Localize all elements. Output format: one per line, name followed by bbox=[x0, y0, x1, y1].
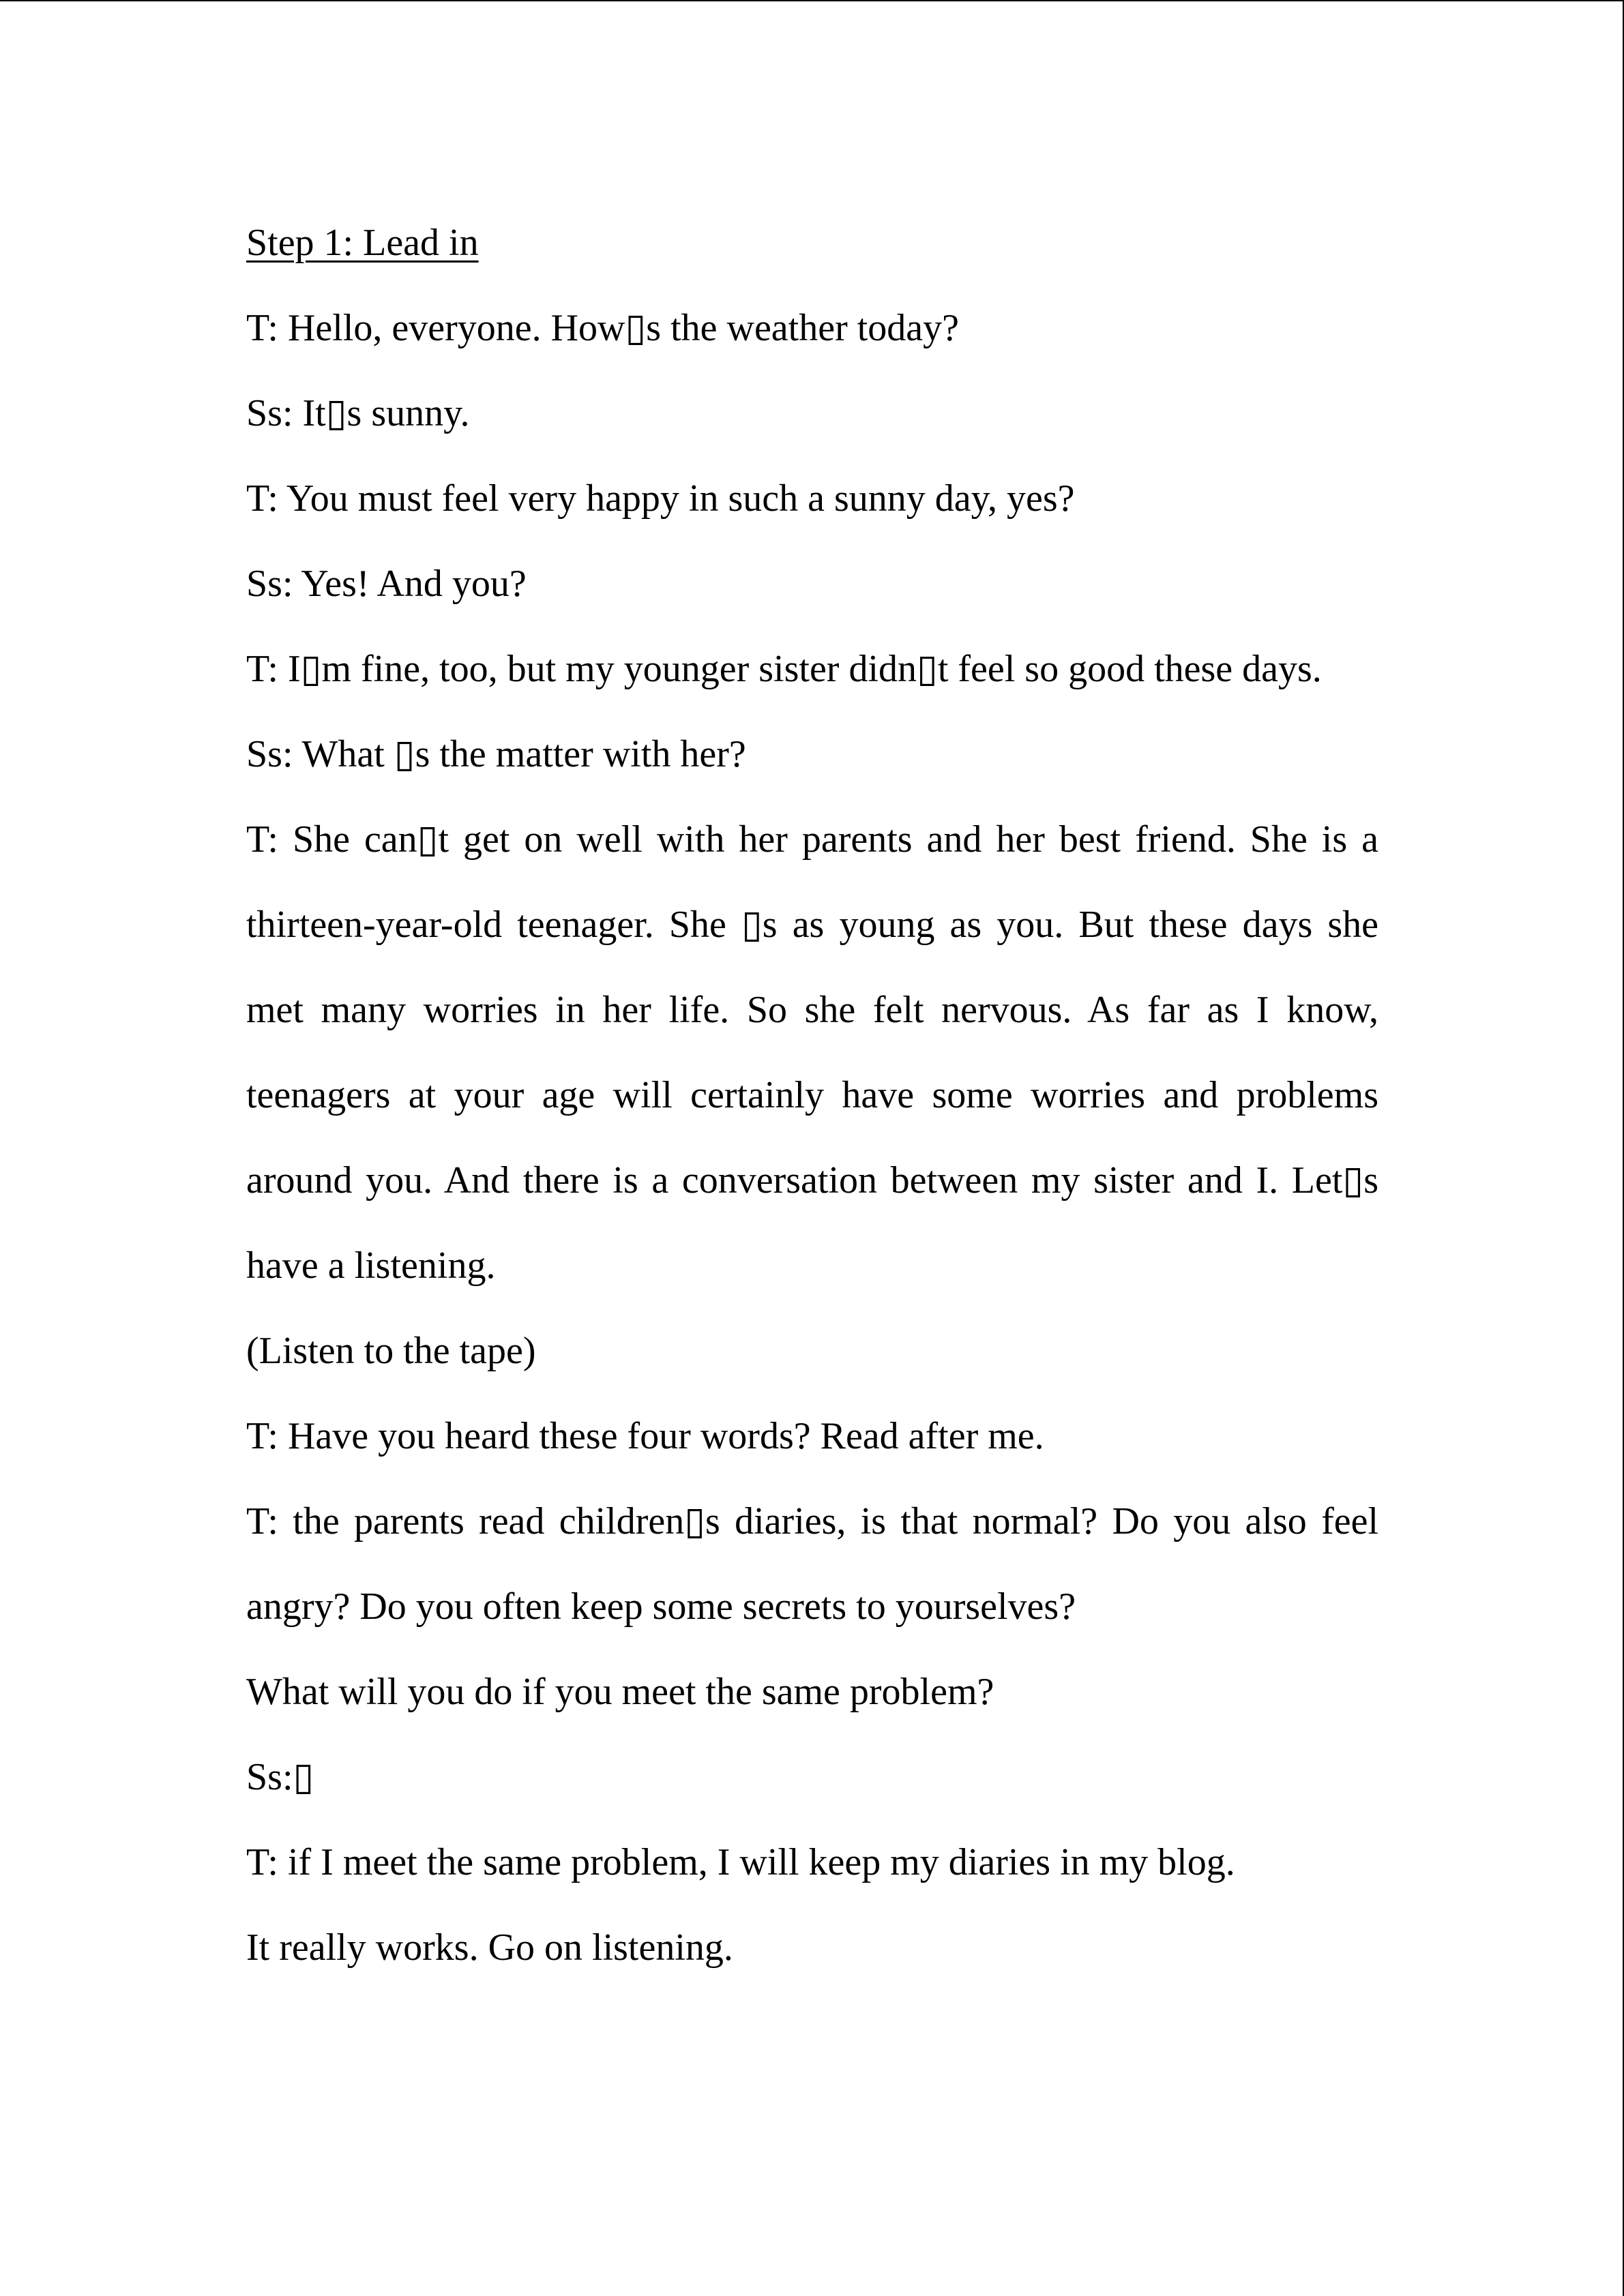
dialogue-line: It really works. Go on listening. bbox=[246, 1926, 733, 1969]
document-body bbox=[246, 200, 1378, 1991]
dialogue-line: T: You must feel very happy in such a sunny day, yes? bbox=[246, 477, 1075, 520]
step-heading: Step 1: Lead in bbox=[246, 222, 479, 264]
dialogue-line: T: Hello, everyone. How▯s the weather today? bbox=[246, 307, 959, 349]
dialogue-paragraph: T: the parents read children▯s diaries, is that normal? Do you also feel angry? Do you often keep some secrets to yourselves? bbox=[246, 1500, 1378, 1628]
dialogue-paragraph: T: I▯m fine, too, but my younger sister didn▯t feel so good these days. bbox=[246, 648, 1322, 690]
dialogue-line: Ss: It▯s sunny. bbox=[246, 392, 470, 434]
dialogue-line: T: if I meet the same problem, I will keep my diaries in my blog. bbox=[246, 1841, 1235, 1883]
dialogue-line: Ss: What ▯s the matter with her? bbox=[246, 733, 746, 775]
dialogue-line: T: Have you heard these four words? Read after me. bbox=[246, 1415, 1044, 1457]
stage-direction: (Listen to the tape) bbox=[246, 1330, 536, 1372]
dialogue-line: Ss: Yes! And you? bbox=[246, 563, 527, 605]
dialogue-line: Ss:▯ bbox=[246, 1756, 314, 1798]
dialogue-line: What will you do if you meet the same problem? bbox=[246, 1671, 994, 1713]
dialogue-paragraph: T: She can▯t get on well with her parents and her best friend. She is a thirteen-year-old teenager. She ▯s as young as you. But these days she met many worries in her life. So she felt nervous. As far as I know, teenagers at your age will certainly have some worries and problems around you. And there is a conversation between my sister and I. Let▯s have a listening. bbox=[246, 818, 1378, 1287]
